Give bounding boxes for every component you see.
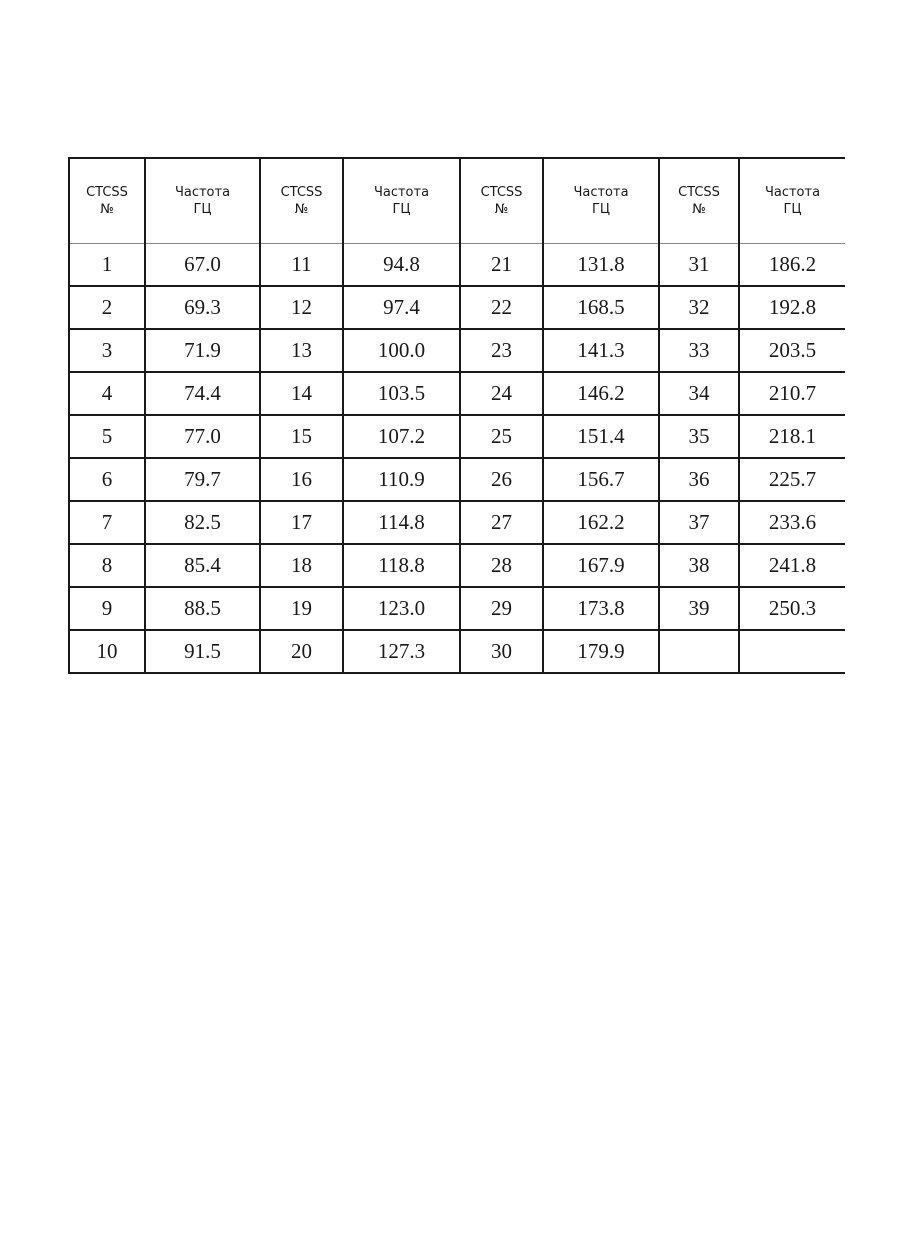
ctcss-number-cell: 8 [69,544,145,587]
ctcss-number-cell: 16 [260,458,343,501]
ctcss-number-cell: 5 [69,415,145,458]
frequency-cell: 210.7 [739,372,845,415]
frequency-cell: 156.7 [543,458,659,501]
table-row [69,286,845,329]
frequency-cell: 69.3 [145,286,260,329]
frequency-cell: 127.3 [343,630,460,673]
ctcss-frequency-table [68,157,845,674]
frequency-cell: 151.4 [543,415,659,458]
ctcss-number-cell: 39 [659,587,739,630]
table-row [69,501,845,544]
frequency-cell: 250.3 [739,587,845,630]
frequency-cell: 162.2 [543,501,659,544]
frequency-cell: 173.8 [543,587,659,630]
ctcss-number-cell: 13 [260,329,343,372]
frequency-cell: 123.0 [343,587,460,630]
header-frequency-hz: Частота ГЦ [145,158,260,244]
frequency-cell: 107.2 [343,415,460,458]
ctcss-number-cell: 33 [659,329,739,372]
ctcss-number-cell: 38 [659,544,739,587]
ctcss-number-cell: 27 [460,501,543,544]
ctcss-number-cell: 26 [460,458,543,501]
frequency-cell: 141.3 [543,329,659,372]
ctcss-number-cell: 29 [460,587,543,630]
frequency-cell: 241.8 [739,544,845,587]
frequency-cell: 97.4 [343,286,460,329]
ctcss-number-cell: 2 [69,286,145,329]
ctcss-number-cell: 19 [260,587,343,630]
ctcss-number-cell: 1 [69,244,145,287]
frequency-cell: 67.0 [145,244,260,287]
frequency-cell: 225.7 [739,458,845,501]
header-frequency-hz: Частота ГЦ [343,158,460,244]
header-ctcss-number: CTCSS № [659,158,739,244]
ctcss-number-cell: 3 [69,329,145,372]
frequency-cell: 146.2 [543,372,659,415]
frequency-cell: 192.8 [739,286,845,329]
frequency-cell: 167.9 [543,544,659,587]
ctcss-number-cell: 14 [260,372,343,415]
frequency-cell: 179.9 [543,630,659,673]
table-row [69,544,845,587]
frequency-cell: 88.5 [145,587,260,630]
frequency-cell: 77.0 [145,415,260,458]
ctcss-number-cell: 21 [460,244,543,287]
ctcss-number-cell: 4 [69,372,145,415]
ctcss-number-cell: 28 [460,544,543,587]
ctcss-number-cell: 6 [69,458,145,501]
table-row [69,329,845,372]
ctcss-number-cell: 10 [69,630,145,673]
header-ctcss-number: CTCSS № [69,158,145,244]
ctcss-number-cell: 32 [659,286,739,329]
header-frequency-hz: Частота ГЦ [543,158,659,244]
table-row [69,630,845,673]
ctcss-number-cell: 30 [460,630,543,673]
frequency-cell [739,630,845,673]
frequency-cell: 114.8 [343,501,460,544]
frequency-cell: 218.1 [739,415,845,458]
frequency-cell: 118.8 [343,544,460,587]
table-row [69,372,845,415]
ctcss-number-cell: 37 [659,501,739,544]
ctcss-number-cell: 23 [460,329,543,372]
header-row [69,158,845,244]
frequency-cell: 94.8 [343,244,460,287]
frequency-cell: 85.4 [145,544,260,587]
frequency-cell: 100.0 [343,329,460,372]
ctcss-number-cell: 24 [460,372,543,415]
frequency-cell: 103.5 [343,372,460,415]
ctcss-number-cell: 25 [460,415,543,458]
table-row [69,587,845,630]
frequency-cell: 203.5 [739,329,845,372]
frequency-cell: 186.2 [768,252,817,276]
table-row [69,458,845,501]
table-row [69,415,845,458]
ctcss-number-cell: 7 [69,501,145,544]
header-ctcss-number: CTCSS № [260,158,343,244]
frequency-cell: 110.9 [343,458,460,501]
ctcss-number-cell: 12 [260,286,343,329]
ctcss-number-cell: 11 [260,244,343,287]
ctcss-number-cell: 15 [260,415,343,458]
ctcss-number-cell: 17 [260,501,343,544]
ctcss-number-cell [659,630,739,673]
table-body [69,244,845,674]
frequency-cell: 82.5 [145,501,260,544]
ctcss-number-cell: 9 [69,587,145,630]
ctcss-number-cell: 35 [659,415,739,458]
frequency-cell: 91.5 [145,630,260,673]
table-row [69,244,845,287]
header-frequency-hz: Частота ГЦ [739,158,845,244]
ctcss-number-cell: 22 [460,286,543,329]
ctcss-number-cell: 31 [659,244,739,287]
header-ctcss-number: CTCSS № [460,158,543,244]
frequency-cell: 74.4 [145,372,260,415]
ctcss-number-cell: 20 [260,630,343,673]
frequency-cell: 71.9 [145,329,260,372]
frequency-cell: 79.7 [145,458,260,501]
table-header [69,158,845,244]
frequency-cell: 233.6 [739,501,845,544]
frequency-cell: 131.8 [543,244,659,287]
frequency-cell: 168.5 [543,286,659,329]
ctcss-number-cell: 34 [659,372,739,415]
ctcss-number-cell: 36 [659,458,739,501]
ctcss-number-cell: 18 [260,544,343,587]
